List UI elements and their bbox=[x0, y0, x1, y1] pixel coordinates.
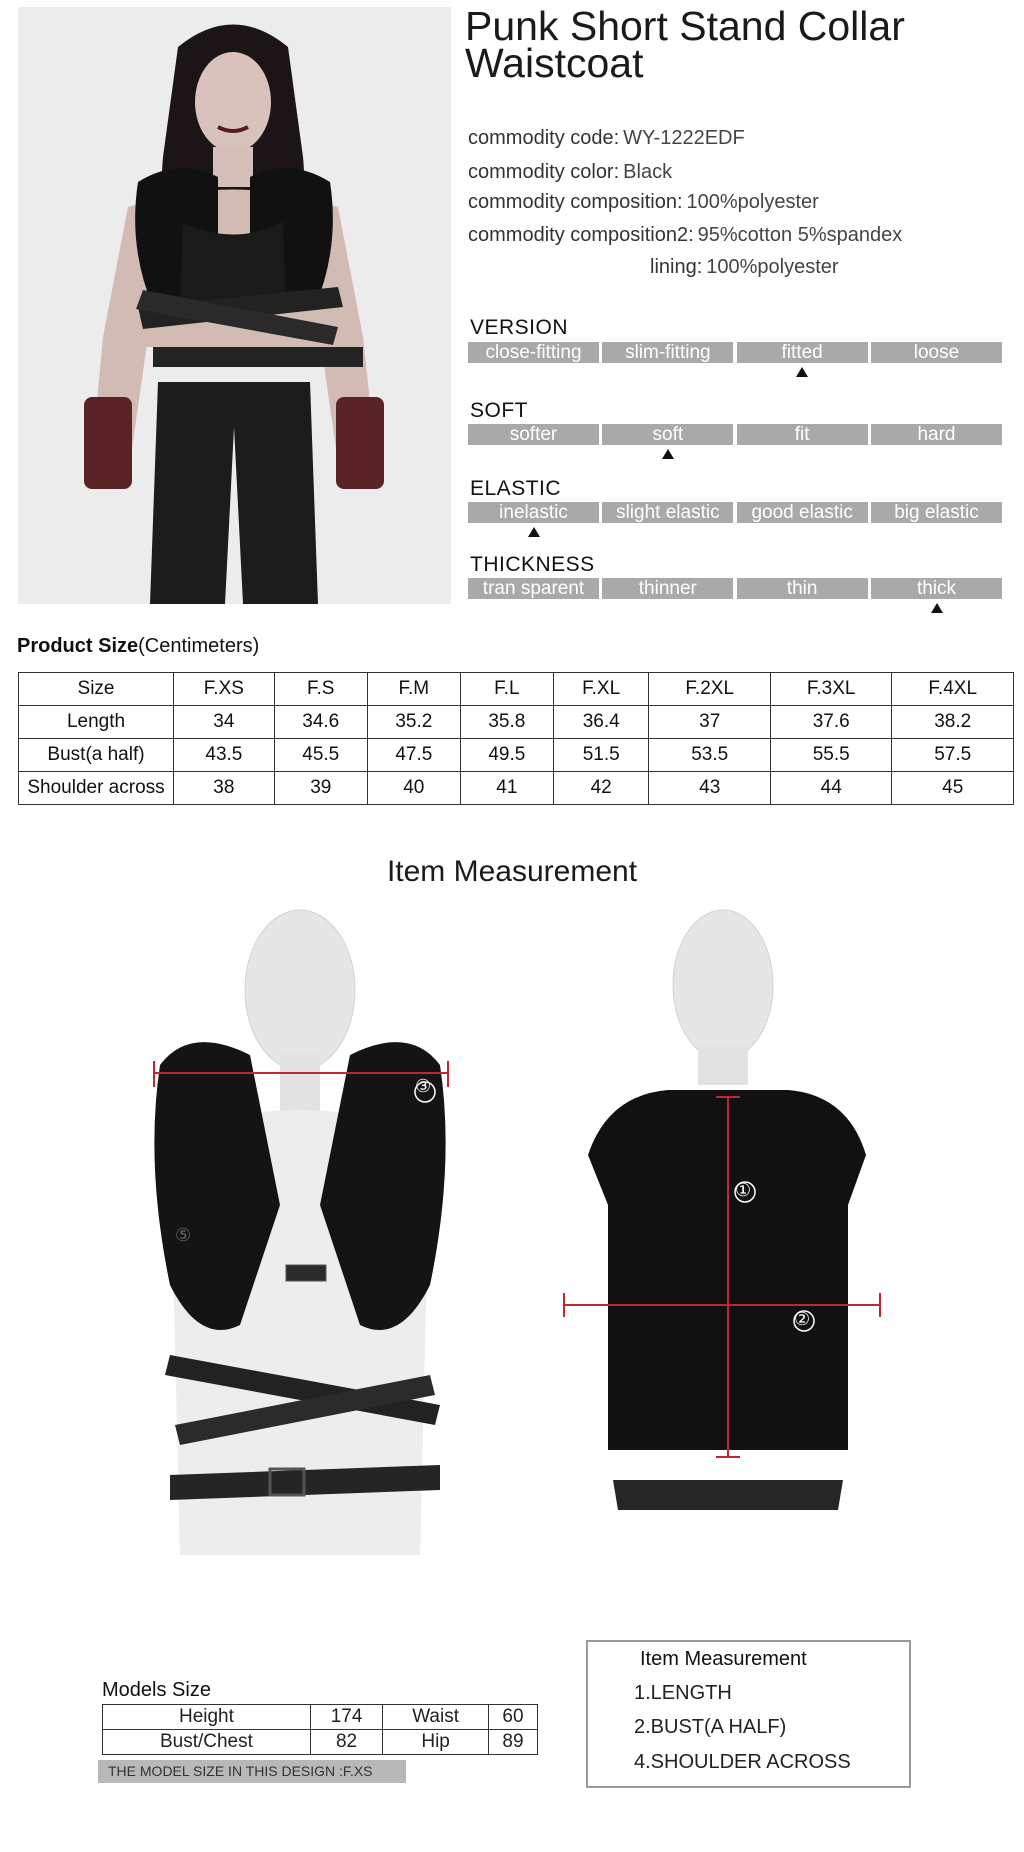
table-row bbox=[103, 1730, 538, 1755]
info-label: commodity composition: bbox=[468, 191, 683, 213]
models-size-title: Models Size bbox=[102, 1679, 211, 1701]
scale-option: soft bbox=[602, 424, 733, 445]
table-cell: 51.5 bbox=[553, 739, 649, 772]
table-cell: 38.2 bbox=[892, 706, 1014, 739]
measurement-mark-1: ① bbox=[735, 1180, 752, 1200]
info-label: commodity color: bbox=[468, 161, 620, 183]
measurement-mark-5: ⑤ bbox=[175, 1225, 192, 1245]
scale-option: slim-fitting bbox=[602, 342, 733, 363]
selected-marker-icon bbox=[528, 527, 540, 537]
table-row bbox=[103, 1705, 538, 1730]
scale-elastic-title: ELASTIC bbox=[470, 477, 562, 500]
scale-option: tran sparent bbox=[468, 578, 599, 599]
item-measurement-title: Item Measurement bbox=[386, 855, 638, 888]
table-cell: 174 bbox=[310, 1705, 382, 1730]
scale-option: hard bbox=[871, 424, 1002, 445]
scale-option: loose bbox=[871, 342, 1002, 363]
scale-option: big elastic bbox=[871, 502, 1002, 523]
info-value: 100%polyester bbox=[706, 256, 839, 278]
table-header-cell: F.XL bbox=[553, 673, 649, 706]
table-header-cell: F.M bbox=[367, 673, 460, 706]
measurement-mark-2: ② bbox=[794, 1309, 811, 1329]
table-cell: 35.8 bbox=[460, 706, 553, 739]
legend-item: 4.SHOULDER ACROSS bbox=[634, 1751, 851, 1773]
table-cell: 40 bbox=[367, 772, 460, 805]
table-header-cell: F.2XL bbox=[649, 673, 770, 706]
table-header-row bbox=[19, 673, 1014, 706]
table-cell: 53.5 bbox=[649, 739, 770, 772]
table-cell: 41 bbox=[460, 772, 553, 805]
size-chart-unit: (Centimeters) bbox=[138, 635, 260, 657]
info-value: Black bbox=[623, 161, 673, 183]
table-header-cell: F.4XL bbox=[892, 673, 1014, 706]
table-cell: Bust/Chest bbox=[103, 1730, 311, 1755]
table-cell: Length bbox=[19, 706, 174, 739]
info-label: commodity composition2: bbox=[468, 224, 694, 246]
table-cell: 45 bbox=[892, 772, 1014, 805]
scale-thickness-title: THICKNESS bbox=[470, 553, 595, 576]
table-cell: 38 bbox=[174, 772, 275, 805]
table-row bbox=[19, 706, 1014, 739]
size-table bbox=[18, 672, 1014, 805]
models-size-table bbox=[102, 1704, 538, 1755]
table-cell: 45.5 bbox=[274, 739, 367, 772]
scale-option: inelastic bbox=[468, 502, 599, 523]
scale-option: good elastic bbox=[737, 502, 868, 523]
legend-item: 2.BUST(A HALF) bbox=[634, 1716, 787, 1738]
table-cell: 42 bbox=[553, 772, 649, 805]
table-cell: 35.2 bbox=[367, 706, 460, 739]
table-header-cell: Size bbox=[19, 673, 174, 706]
product-title-line2: Waistcoat bbox=[465, 40, 644, 86]
table-cell: Height bbox=[103, 1705, 311, 1730]
scale-soft-bar bbox=[468, 424, 1002, 445]
scale-elastic-bar bbox=[468, 502, 1002, 523]
scale-version-bar bbox=[468, 342, 1002, 363]
table-cell: 43.5 bbox=[174, 739, 275, 772]
table-cell: 37 bbox=[649, 706, 770, 739]
table-row bbox=[19, 772, 1014, 805]
scale-option: fit bbox=[737, 424, 868, 445]
table-cell: 39 bbox=[274, 772, 367, 805]
selected-marker-icon bbox=[796, 367, 808, 377]
info-value: 95%cotton 5%spandex bbox=[697, 224, 903, 246]
table-header-cell: F.S bbox=[274, 673, 367, 706]
info-commodity-composition2 bbox=[468, 224, 902, 247]
table-cell: 37.6 bbox=[770, 706, 891, 739]
scale-option: thinner bbox=[602, 578, 733, 599]
model-photo bbox=[18, 7, 451, 604]
size-chart-heading: Product Size bbox=[17, 635, 139, 657]
table-cell: 57.5 bbox=[892, 739, 1014, 772]
selected-marker-icon bbox=[662, 449, 674, 459]
table-cell: 55.5 bbox=[770, 739, 891, 772]
info-label: commodity code: bbox=[468, 127, 620, 149]
table-cell: 34 bbox=[174, 706, 275, 739]
table-cell: 82 bbox=[310, 1730, 382, 1755]
size-chart-title bbox=[17, 635, 259, 658]
info-value: 100%polyester bbox=[686, 191, 819, 213]
scale-option: softer bbox=[468, 424, 599, 445]
info-lining bbox=[650, 256, 839, 279]
table-cell: 44 bbox=[770, 772, 891, 805]
scale-option: thin bbox=[737, 578, 868, 599]
info-commodity-code bbox=[468, 127, 745, 150]
product-title bbox=[465, 3, 1005, 86]
scale-option: slight elastic bbox=[602, 502, 733, 523]
back-mannequin-photo bbox=[548, 905, 908, 1555]
scale-version-title: VERSION bbox=[470, 316, 569, 339]
table-cell: 60 bbox=[488, 1705, 537, 1730]
legend-item: 1.LENGTH bbox=[634, 1682, 732, 1704]
scale-soft-title: SOFT bbox=[470, 399, 528, 422]
table-cell: 43 bbox=[649, 772, 770, 805]
front-mannequin-photo bbox=[130, 905, 470, 1555]
table-cell: 47.5 bbox=[367, 739, 460, 772]
table-cell: 34.6 bbox=[274, 706, 367, 739]
table-cell: Shoulder across bbox=[19, 772, 174, 805]
selected-marker-icon bbox=[931, 603, 943, 613]
measurement-mark-3: ③ bbox=[415, 1076, 432, 1096]
info-value: WY-1222EDF bbox=[623, 127, 745, 149]
scale-thickness-bar bbox=[468, 578, 1002, 599]
table-cell: 49.5 bbox=[460, 739, 553, 772]
product-title-line1: Punk Short Stand Collar bbox=[465, 3, 905, 49]
scale-option: thick bbox=[871, 578, 1002, 599]
table-header-cell: F.L bbox=[460, 673, 553, 706]
info-commodity-color bbox=[468, 161, 672, 184]
table-cell: 36.4 bbox=[553, 706, 649, 739]
model-size-note: THE MODEL SIZE IN THIS DESIGN :F.XS bbox=[98, 1760, 406, 1783]
table-cell: 89 bbox=[488, 1730, 537, 1755]
legend-title: Item Measurement bbox=[640, 1648, 807, 1670]
scale-option: fitted bbox=[737, 342, 868, 363]
table-header-cell: F.3XL bbox=[770, 673, 891, 706]
table-cell: Bust(a half) bbox=[19, 739, 174, 772]
table-header-cell: F.XS bbox=[174, 673, 275, 706]
table-row bbox=[19, 739, 1014, 772]
scale-option: close-fitting bbox=[468, 342, 599, 363]
info-commodity-composition bbox=[468, 191, 819, 214]
info-label: lining: bbox=[650, 256, 703, 278]
table-cell: Hip bbox=[383, 1730, 489, 1755]
table-cell: Waist bbox=[383, 1705, 489, 1730]
